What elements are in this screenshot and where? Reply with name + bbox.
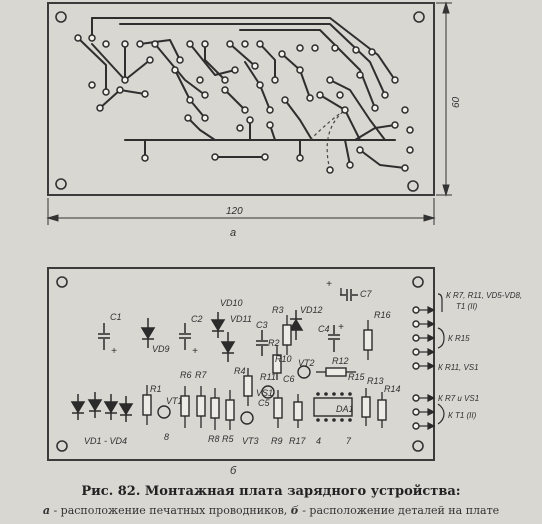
label-c3: C3 (256, 320, 268, 330)
label-c2: C2 (191, 314, 203, 324)
caption-a-letter: а (42, 504, 50, 517)
connection-label-5: К R7 и VS1 (438, 394, 480, 403)
label-vs1: VS1 (256, 388, 274, 398)
label-r8: R8 (208, 434, 220, 444)
label-r9: R9 (271, 436, 283, 446)
svg-text:+: + (326, 279, 332, 290)
board-a-outline (48, 3, 434, 195)
label-vd12: VD12 (300, 305, 323, 315)
printed-traces (78, 18, 405, 168)
connection-label-4: К R11, VS1 (438, 363, 479, 372)
label-r1: R1 (150, 384, 162, 394)
connection-label-6: К Т1 (II) (448, 411, 477, 420)
connection-braces (438, 294, 444, 424)
terminal-pads (413, 307, 419, 429)
dimension-width-label: 120 (226, 206, 243, 217)
dimension-height (436, 3, 452, 195)
label-da1: DA1 (336, 404, 354, 414)
label-r12: R12 (332, 356, 349, 366)
label-r11: R11 (260, 372, 276, 382)
label-vd10: VD10 (220, 298, 243, 308)
pin-label-8: 8 (164, 432, 170, 442)
dashed-trace (310, 110, 345, 140)
label-r15: R15 (348, 372, 365, 382)
label-vd11: VD11 (230, 314, 252, 324)
label-r7: R7 (195, 370, 207, 380)
label-vt3: VT3 (242, 436, 259, 446)
svg-text:+: + (338, 322, 344, 333)
label-c5: C5 (258, 398, 270, 408)
svg-text:+: + (192, 346, 198, 357)
connection-label-2: Т1 (II) (456, 302, 478, 311)
label-c7: C7 (360, 289, 372, 299)
dimension-height-label: 60 (451, 96, 462, 108)
label-vd1-vd4: VD1 - VD4 (84, 436, 128, 446)
label-vt2: VT2 (298, 358, 315, 368)
caption-a-text: - расположение печатных проводников, (49, 504, 291, 517)
label-r4: R4 (234, 366, 246, 376)
board-a-sublabel: а (230, 227, 237, 239)
board-b-components (48, 268, 522, 477)
caption-b-letter: б (290, 504, 299, 517)
connection-label-3: К R15 (448, 334, 470, 343)
label-r3: R3 (272, 305, 284, 315)
pin-label-4: 4 (316, 436, 322, 446)
connection-arrows (419, 307, 434, 429)
label-r10: R10 (275, 354, 292, 364)
figure-caption-subtitle (0, 504, 542, 517)
label-c6: C6 (283, 374, 295, 384)
svg-text:+: + (111, 346, 117, 357)
pin-label-7: 7 (346, 436, 352, 446)
label-r17: R17 (289, 436, 306, 446)
label-vt1: VT1 (166, 396, 183, 406)
label-c1: C1 (110, 312, 122, 322)
label-r13: R13 (367, 376, 384, 386)
board-a-conductors (48, 3, 462, 239)
figure-caption-title: Рис. 82. Монтажная плата зарядного устройства: (81, 484, 461, 499)
label-r2: R2 (268, 338, 280, 348)
label-r6: R6 (180, 370, 192, 380)
label-vd9: VD9 (152, 344, 170, 354)
connection-labels (438, 291, 522, 420)
label-c4: C4 (318, 324, 330, 334)
label-r5: R5 (222, 434, 234, 444)
board-a-mounting-holes (56, 12, 424, 191)
caption-b-text: - расположение деталей на плате (298, 504, 500, 517)
label-r16: R16 (374, 310, 391, 320)
board-b-outline (48, 268, 434, 460)
connection-label-1: К R7, R11, VD5-VD8, (446, 291, 523, 300)
board-b-sublabel: б (230, 465, 237, 477)
label-r14: R14 (384, 384, 401, 394)
